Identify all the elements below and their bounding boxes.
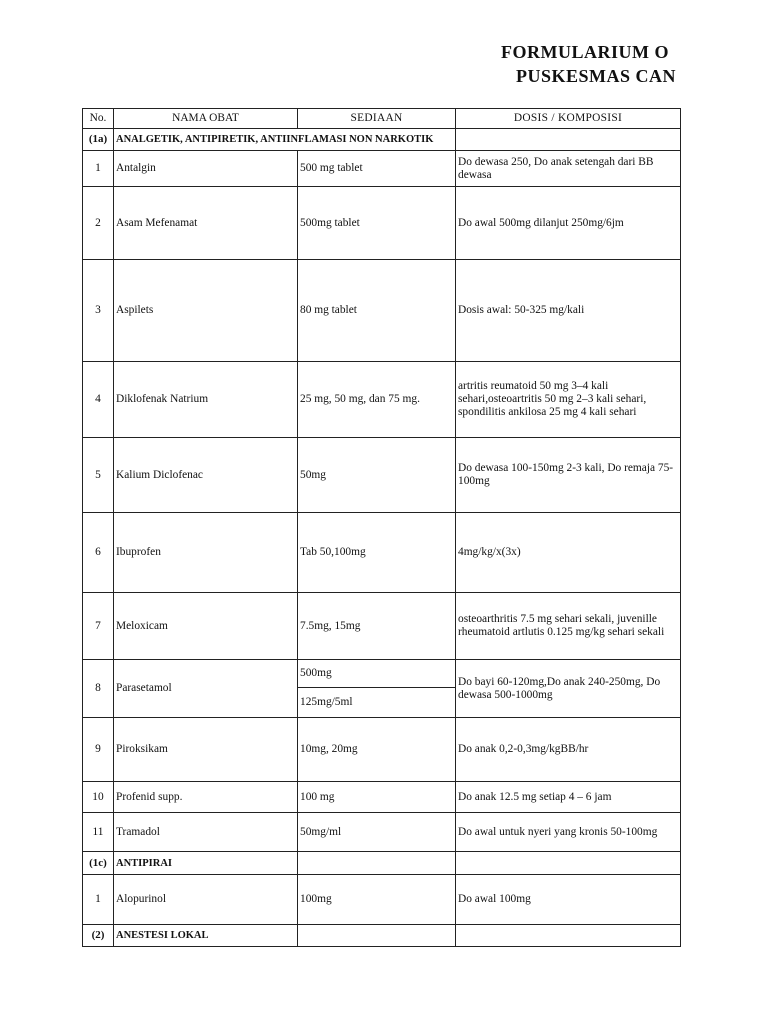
- table-row: [83, 151, 681, 187]
- row-no: 4: [83, 362, 114, 438]
- formularium-table: [82, 108, 681, 947]
- row-dosage: Do anak 0,2-0,3mg/kgBB/hr: [456, 718, 681, 782]
- row-dosage: Do dewasa 100-150mg 2-3 kali, Do remaja 75-100mg: [456, 438, 681, 513]
- section-no: (1a): [83, 129, 114, 151]
- section-title: ANTIPIRAI: [114, 852, 298, 875]
- row-no: 1: [83, 875, 114, 925]
- empty-cell: [456, 129, 681, 151]
- row-no: 3: [83, 260, 114, 362]
- header-no: No.: [83, 109, 114, 129]
- row-form: Tab 50,100mg: [298, 513, 456, 593]
- row-dosage: Do bayi 60-120mg,Do anak 240-250mg, Do dewasa 500-1000mg: [456, 660, 681, 718]
- row-form-alt: 125mg/5ml: [298, 688, 456, 718]
- row-name: Diklofenak Natrium: [114, 362, 298, 438]
- section-row-1c: [83, 852, 681, 875]
- header-dosage: DOSIS / KOMPOSISI: [456, 109, 681, 129]
- section-row-1a: [83, 129, 681, 151]
- row-no: 10: [83, 782, 114, 813]
- table-header-row: [83, 109, 681, 129]
- table-row: [83, 875, 681, 925]
- row-name: Aspilets: [114, 260, 298, 362]
- row-no: 2: [83, 187, 114, 260]
- row-no: 9: [83, 718, 114, 782]
- section-row-2: [83, 925, 681, 947]
- row-no: 5: [83, 438, 114, 513]
- row-no: 8: [83, 660, 114, 718]
- table-row: [83, 362, 681, 438]
- row-name: Asam Mefenamat: [114, 187, 298, 260]
- document-title-line2: PUSKESMAS CAN: [516, 66, 677, 86]
- row-name: Antalgin: [114, 151, 298, 187]
- table-row: [83, 260, 681, 362]
- section-title: ANALGETIK, ANTIPIRETIK, ANTIINFLAMASI NON NARKOTIK: [114, 129, 456, 151]
- row-name: Meloxicam: [114, 593, 298, 660]
- row-dosage: artritis reumatoid 50 mg 3–4 kali sehari,osteoartritis 50 mg 2–3 kali sehari, spondilitis ankilosa 25 mg 4 kali sehari: [456, 362, 681, 438]
- table-row: [83, 438, 681, 513]
- header-dose-form: SEDIAAN: [298, 109, 456, 129]
- table-row: [83, 782, 681, 813]
- table-row: [83, 187, 681, 260]
- row-form: 100 mg: [298, 782, 456, 813]
- table-row: [83, 813, 681, 852]
- empty-cell: [456, 925, 681, 947]
- row-dosage: Dosis awal: 50-325 mg/kali: [456, 260, 681, 362]
- row-form: 10mg, 20mg: [298, 718, 456, 782]
- row-name: Parasetamol: [114, 660, 298, 718]
- row-form: 50mg: [298, 438, 456, 513]
- row-dosage: Do awal untuk nyeri yang kronis 50-100mg: [456, 813, 681, 852]
- empty-cell: [298, 852, 456, 875]
- row-form: 500 mg tablet: [298, 151, 456, 187]
- row-no: 11: [83, 813, 114, 852]
- row-form: 25 mg, 50 mg, dan 75 mg.: [298, 362, 456, 438]
- section-no: (2): [83, 925, 114, 947]
- row-dosage: 4mg/kg/x(3x): [456, 513, 681, 593]
- row-form: 50mg/ml: [298, 813, 456, 852]
- row-name: Alopurinol: [114, 875, 298, 925]
- document-title-line1: FORMULARIUM O: [501, 42, 669, 62]
- table-row: [83, 718, 681, 782]
- row-no: 7: [83, 593, 114, 660]
- row-dosage: Do awal 100mg: [456, 875, 681, 925]
- row-form: 500mg tablet: [298, 187, 456, 260]
- row-dosage: Do awal 500mg dilanjut 250mg/6jm: [456, 187, 681, 260]
- row-name: Ibuprofen: [114, 513, 298, 593]
- row-no: 1: [83, 151, 114, 187]
- row-no: 6: [83, 513, 114, 593]
- section-no: (1c): [83, 852, 114, 875]
- empty-cell: [298, 925, 456, 947]
- table-row: [83, 513, 681, 593]
- row-name: Profenid supp.: [114, 782, 298, 813]
- row-form: 80 mg tablet: [298, 260, 456, 362]
- row-name: Tramadol: [114, 813, 298, 852]
- empty-cell: [456, 852, 681, 875]
- row-dosage: Do dewasa 250, Do anak setengah dari BB dewasa: [456, 151, 681, 187]
- table-row: [83, 593, 681, 660]
- row-dosage: Do anak 12.5 mg setiap 4 – 6 jam: [456, 782, 681, 813]
- header-name: NAMA OBAT: [114, 109, 298, 129]
- section-title: ANESTESI LOKAL: [114, 925, 298, 947]
- row-form: 100mg: [298, 875, 456, 925]
- row-form: 500mg: [298, 660, 456, 688]
- row-form: 7.5mg, 15mg: [298, 593, 456, 660]
- row-dosage: osteoarthritis 7.5 mg sehari sekali, juvenille rheumatoid artlutis 0.125 mg/kg sehari sekali: [456, 593, 681, 660]
- row-name: Piroksikam: [114, 718, 298, 782]
- table-row: [83, 660, 681, 688]
- row-name: Kalium Diclofenac: [114, 438, 298, 513]
